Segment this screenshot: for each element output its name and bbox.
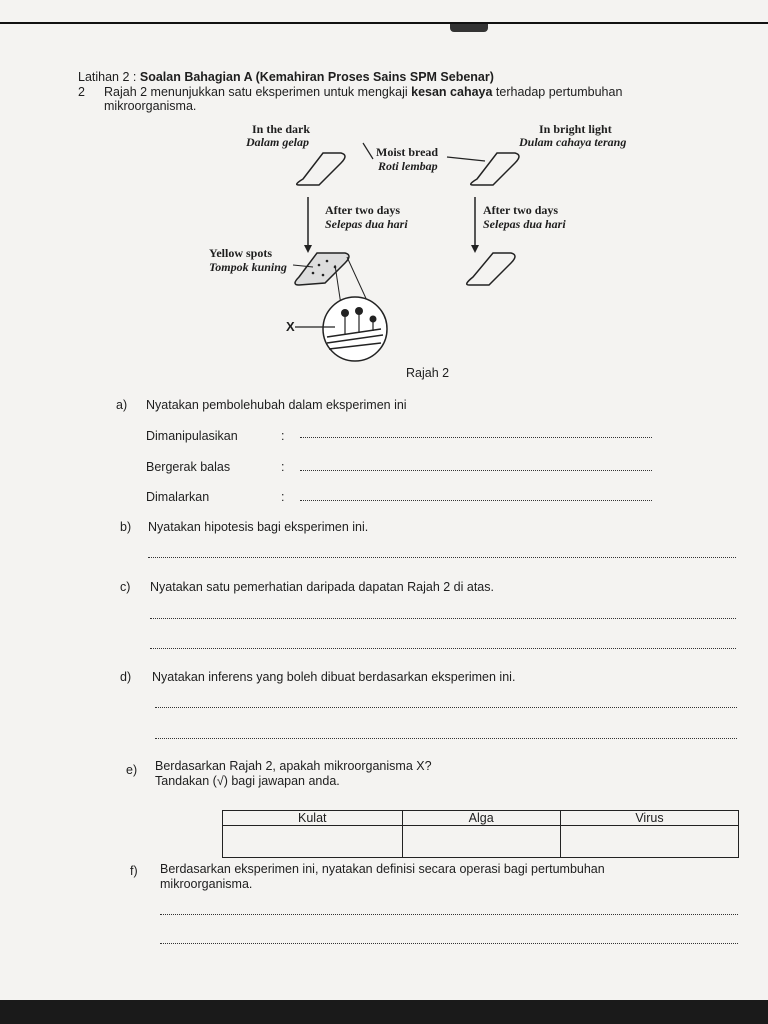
- option-tick-cell-virus[interactable]: [560, 826, 738, 858]
- intro-bold: kesan cahaya: [411, 85, 493, 99]
- answer-line-observation-1[interactable]: [150, 618, 736, 619]
- part-c-text: Nyatakan satu pemerhatian daripada dapatan Rajah 2 di atas.: [150, 580, 494, 594]
- answer-line-definition-2[interactable]: [160, 943, 738, 944]
- part-a-label: a): [116, 398, 128, 412]
- worksheet-title: [78, 70, 494, 84]
- label-bread-en: Moist bread: [376, 145, 439, 159]
- label-dark-ms: Dalam gelap: [246, 135, 309, 149]
- title-prefix: Latihan 2 :: [78, 70, 140, 84]
- part-c-label: c): [120, 580, 131, 594]
- variable-colon: :: [281, 490, 285, 504]
- moist-bread-pointer-right: [447, 157, 485, 161]
- answer-line-responding[interactable]: [300, 470, 652, 471]
- variable-name: Bergerak balas: [146, 460, 231, 474]
- title-bold: Soalan Bahagian A (Kemahiran Proses Sains SPM Sebenar): [139, 70, 494, 84]
- answer-line-definition-1[interactable]: [160, 914, 738, 915]
- label-bread-ms: Roti lembap: [378, 159, 438, 173]
- option-header: Alga: [402, 811, 560, 826]
- part-a-text: Nyatakan pembolehubah dalam eksperimen ini: [146, 398, 407, 412]
- part-f-line1: Berdasarkan eksperimen ini, nyatakan definisi secara operasi bagi pertumbuhan: [160, 862, 605, 876]
- answer-line-hypothesis[interactable]: [148, 557, 736, 558]
- question-intro: [104, 85, 622, 99]
- part-e-label: e): [126, 763, 138, 777]
- label-after-left-ms: Selepas dua hari: [325, 217, 408, 231]
- part-d-text: Nyatakan inferens yang boleh dibuat berdasarkan eksperimen ini.: [152, 670, 516, 684]
- part-f-label: f): [130, 864, 138, 878]
- part-e-line1: Berdasarkan Rajah 2, apakah mikroorganisma X?: [155, 759, 432, 773]
- light-bread-start: [471, 153, 519, 185]
- option-header: Kulat: [223, 811, 403, 826]
- label-spots-ms: Tompok kuning: [209, 260, 287, 274]
- part-b-text: Nyatakan hipotesis bagi eksperimen ini.: [148, 520, 369, 534]
- arrow-dark: [304, 197, 312, 253]
- label-light-en: In bright light: [539, 122, 612, 136]
- dark-bread-start: [297, 153, 345, 185]
- option-tick-cell-kulat[interactable]: [223, 826, 403, 858]
- variable-colon: :: [281, 460, 285, 474]
- label-after-right-ms: Selepas dua hari: [483, 217, 566, 231]
- intro-start: Rajah 2 menunjukkan satu eksperimen untuk mengkaji: [104, 85, 412, 99]
- variable-name: Dimanipulasikan: [146, 429, 238, 443]
- light-bread-after: [467, 253, 515, 285]
- part-f-line2: mikroorganisma.: [160, 877, 253, 891]
- dark-bread-moldy: [295, 253, 349, 285]
- variable-colon: :: [281, 429, 285, 443]
- microorganism-options-table: [222, 810, 739, 858]
- label-after-left-en: After two days: [325, 203, 401, 217]
- option-header: Virus: [560, 811, 738, 826]
- magnified-view-circle: [323, 297, 387, 361]
- answer-line-manipulated[interactable]: [300, 437, 652, 438]
- answer-line-observation-2[interactable]: [150, 648, 736, 649]
- moist-bread-pointer: [363, 143, 373, 159]
- question-intro-line2: mikroorganisma.: [104, 99, 197, 113]
- answer-line-inference-2[interactable]: [155, 738, 737, 739]
- top-rule: [0, 22, 768, 24]
- intro-end: terhadap pertumbuhan: [492, 85, 623, 99]
- part-e-line2: Tandakan (√) bagi jawapan anda.: [155, 774, 340, 788]
- label-light-ms: Dulam cahaya terang: [519, 135, 627, 149]
- answer-line-constant[interactable]: [300, 500, 652, 501]
- label-spots-en: Yellow spots: [209, 246, 273, 260]
- part-d-label: d): [120, 670, 132, 684]
- variable-name: Dimalarkan: [146, 490, 210, 504]
- question-number: 2: [78, 85, 85, 99]
- diagram-caption: Rajah 2: [406, 366, 450, 380]
- label-x: X: [286, 319, 295, 334]
- option-tick-cell-alga[interactable]: [402, 826, 560, 858]
- part-b-label: b): [120, 520, 132, 534]
- label-after-right-en: After two days: [483, 203, 559, 217]
- label-dark-en: In the dark: [252, 122, 311, 136]
- arrow-light: [471, 197, 479, 253]
- answer-line-inference-1[interactable]: [155, 707, 737, 708]
- binder-clip-mark: [450, 24, 488, 32]
